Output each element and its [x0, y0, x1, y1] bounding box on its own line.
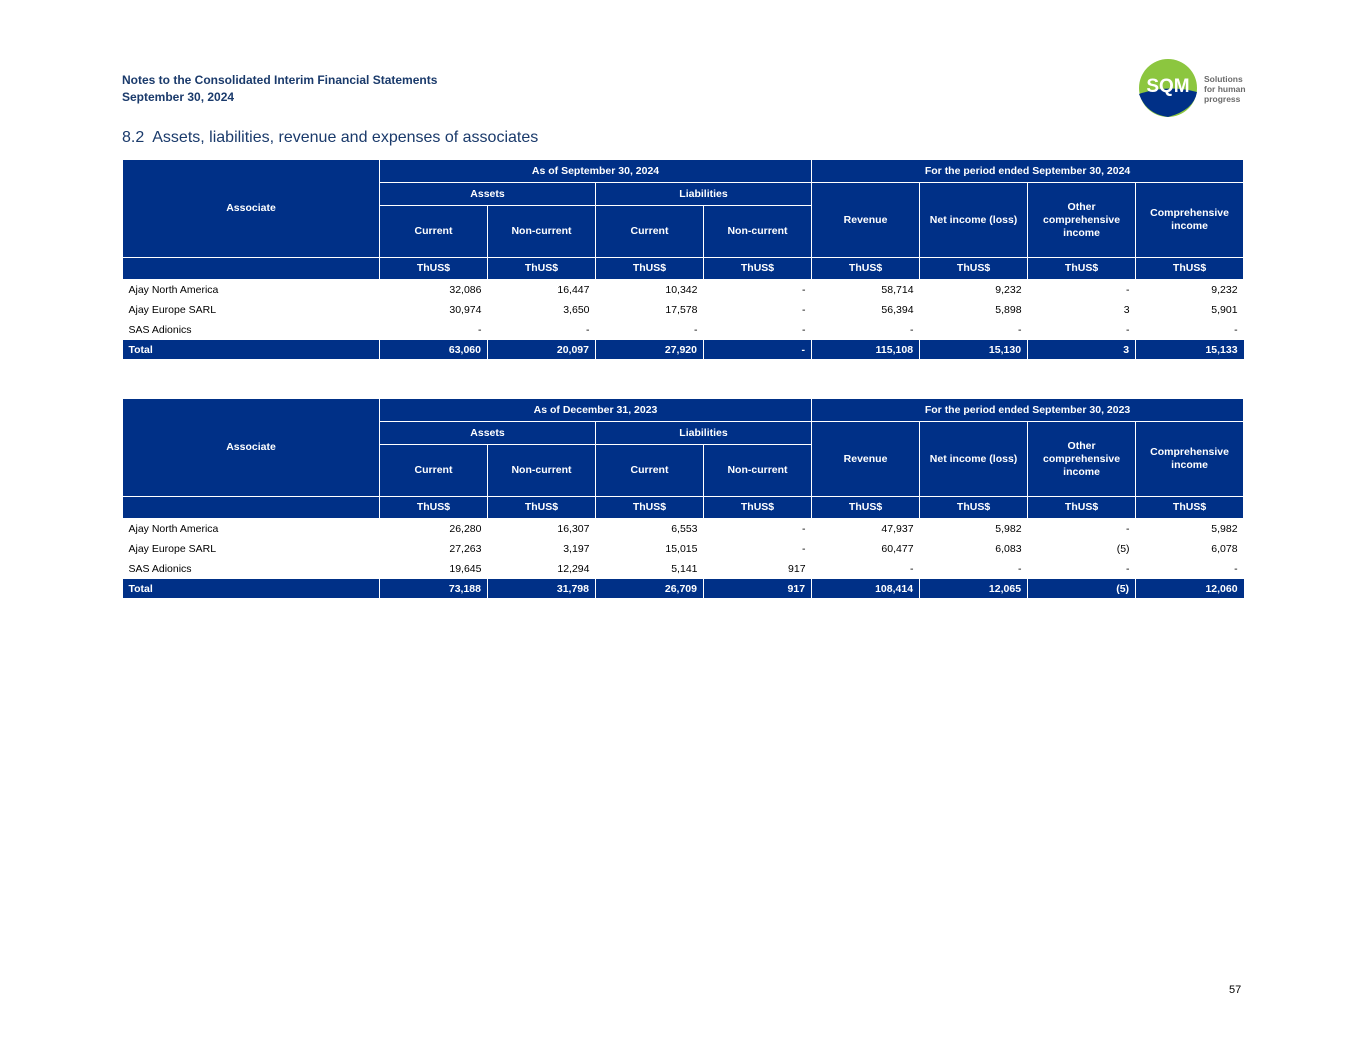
cell-value: 56,394 — [881, 304, 914, 316]
unit-label: ThUS$ — [812, 497, 920, 519]
total-label: Total — [123, 579, 380, 598]
unit-label: ThUS$ — [488, 258, 596, 280]
section-heading — [122, 129, 538, 147]
col-revenue: Revenue — [812, 183, 920, 258]
col-oci: Other comprehensive income — [1028, 422, 1136, 497]
cell-value: (5) — [1116, 543, 1130, 555]
cell-value: 5,982 — [1211, 523, 1238, 535]
col-liabilities-noncurrent: Non-current — [704, 206, 812, 258]
cell-value: 47,937 — [881, 523, 914, 535]
col-liabilities-current: Current — [596, 206, 704, 258]
cell-value: - — [1126, 324, 1130, 336]
col-liabilities-current: Current — [596, 445, 704, 497]
total-value: 15,130 — [920, 340, 1028, 359]
total-value: (5) — [1028, 579, 1136, 598]
sqm-logo — [1138, 58, 1258, 118]
cell-value: - — [586, 324, 590, 336]
total-value: 12,060 — [1136, 579, 1244, 598]
cell-value: 3,197 — [563, 543, 590, 555]
col-comprehensive-income: Comprehensive income — [1136, 183, 1244, 258]
associates-table-2023 — [122, 398, 1244, 598]
cell-value: - — [802, 523, 806, 535]
cell-value: - — [1018, 563, 1022, 575]
total-value: - — [704, 340, 812, 359]
cell-value: - — [1234, 563, 1238, 575]
unit-label: ThUS$ — [380, 258, 488, 280]
unit-label: ThUS$ — [1028, 258, 1136, 280]
cell-value: - — [910, 324, 914, 336]
cell-value: 9,232 — [1211, 284, 1238, 296]
unit-label: ThUS$ — [920, 258, 1028, 280]
cell-value: 5,898 — [995, 304, 1022, 316]
group-period: For the period ended September 30, 2023 — [812, 399, 1244, 422]
total-value: 27,920 — [596, 340, 704, 359]
cell-value: 3 — [1123, 304, 1130, 316]
total-value: 26,709 — [596, 579, 704, 598]
unit-label: ThUS$ — [1028, 497, 1136, 519]
associates-table-2024 — [122, 159, 1244, 359]
unit-label: ThUS$ — [488, 497, 596, 519]
cell-value: - — [1234, 324, 1238, 336]
units-blank — [123, 497, 380, 519]
total-row — [123, 579, 1244, 598]
total-value: 3 — [1028, 340, 1136, 359]
cell-value: 6,078 — [1211, 543, 1238, 555]
col-assets-current: Current — [380, 445, 488, 497]
cell-value: 917 — [788, 563, 806, 575]
cell-value: 17,578 — [665, 304, 698, 316]
table-row — [123, 539, 1244, 559]
cell-value: 9,232 — [995, 284, 1022, 296]
col-net-income: Net income (loss) — [920, 183, 1028, 258]
document-header — [122, 72, 437, 106]
sqm-logo-mark — [1138, 58, 1200, 118]
cell-value: - — [802, 324, 806, 336]
group-assets: Assets — [380, 183, 596, 206]
total-value: 108,414 — [812, 579, 920, 598]
unit-label: ThUS$ — [1136, 497, 1244, 519]
associate-name: SAS Adionics — [128, 563, 192, 575]
total-value: 15,133 — [1136, 340, 1244, 359]
unit-label: ThUS$ — [380, 497, 488, 519]
total-value: 20,097 — [488, 340, 596, 359]
cell-value: 15,015 — [665, 543, 698, 555]
unit-label: ThUS$ — [704, 497, 812, 519]
col-net-income: Net income (loss) — [920, 422, 1028, 497]
cell-value: - — [1018, 324, 1022, 336]
group-period: For the period ended September 30, 2024 — [812, 160, 1244, 183]
table-row — [123, 320, 1244, 340]
col-comprehensive-income: Comprehensive income — [1136, 422, 1244, 497]
total-value: 73,188 — [380, 579, 488, 598]
col-assets-current: Current — [380, 206, 488, 258]
unit-label: ThUS$ — [812, 258, 920, 280]
total-value: 63,060 — [380, 340, 488, 359]
cell-value: 5,982 — [995, 523, 1022, 535]
cell-value: 3,650 — [563, 304, 590, 316]
total-value: 31,798 — [488, 579, 596, 598]
cell-value: - — [910, 563, 914, 575]
table-row — [123, 300, 1244, 320]
cell-value: 6,083 — [995, 543, 1022, 555]
logo-tagline-2: for human — [1204, 84, 1246, 94]
cell-value: 27,263 — [449, 543, 482, 555]
col-oci: Other comprehensive income — [1028, 183, 1136, 258]
col-liabilities-noncurrent: Non-current — [704, 445, 812, 497]
group-as-of: As of September 30, 2024 — [380, 160, 812, 183]
logo-brand-text: SQM — [1146, 76, 1190, 97]
col-revenue: Revenue — [812, 422, 920, 497]
cell-value: 10,342 — [665, 284, 698, 296]
cell-value: 16,447 — [557, 284, 590, 296]
col-assets-noncurrent: Non-current — [488, 445, 596, 497]
cell-value: - — [478, 324, 482, 336]
col-assets-noncurrent: Non-current — [488, 206, 596, 258]
header-date: September 30, 2024 — [122, 90, 235, 104]
total-value: 12,065 — [920, 579, 1028, 598]
total-row — [123, 340, 1244, 359]
table-row — [123, 519, 1244, 540]
total-value: 917 — [704, 579, 812, 598]
group-liabilities: Liabilities — [596, 183, 812, 206]
table-row — [123, 559, 1244, 579]
cell-value: 5,141 — [671, 563, 698, 575]
cell-value: 30,974 — [449, 304, 482, 316]
cell-value: 19,645 — [449, 563, 482, 575]
total-label: Total — [123, 340, 380, 359]
cell-value: - — [802, 304, 806, 316]
cell-value: 26,280 — [449, 523, 482, 535]
unit-label: ThUS$ — [596, 497, 704, 519]
logo-tagline-1: Solutions — [1204, 74, 1243, 84]
cell-value: 12,294 — [557, 563, 590, 575]
cell-value: 6,553 — [671, 523, 698, 535]
section-title: Assets, liabilities, revenue and expenses of associates — [152, 129, 539, 146]
associate-name: SAS Adionics — [128, 324, 192, 336]
unit-label: ThUS$ — [920, 497, 1028, 519]
page-number: 57 — [1229, 984, 1242, 996]
associate-name: Ajay North America — [128, 284, 219, 296]
group-assets: Assets — [380, 422, 596, 445]
units-blank — [123, 258, 380, 280]
associate-name: Ajay North America — [128, 523, 219, 535]
cell-value: - — [1126, 523, 1130, 535]
cell-value: - — [802, 284, 806, 296]
cell-value: - — [694, 324, 698, 336]
logo-tagline — [1204, 74, 1246, 104]
unit-label: ThUS$ — [1136, 258, 1244, 280]
table-row — [123, 280, 1244, 301]
group-as-of: As of December 31, 2023 — [380, 399, 812, 422]
group-liabilities: Liabilities — [596, 422, 812, 445]
cell-value: - — [802, 543, 806, 555]
cell-value: 58,714 — [881, 284, 914, 296]
associate-name: Ajay Europe SARL — [128, 304, 217, 316]
col-associate: Associate — [123, 160, 380, 258]
section-number: 8.2 — [122, 129, 145, 146]
unit-label: ThUS$ — [704, 258, 812, 280]
header-title: Notes to the Consolidated Interim Financial Statements — [122, 73, 438, 87]
cell-value: - — [1126, 284, 1130, 296]
logo-tagline-3: progress — [1204, 94, 1241, 104]
col-associate: Associate — [123, 399, 380, 497]
cell-value: 16,307 — [557, 523, 590, 535]
associate-name: Ajay Europe SARL — [128, 543, 217, 555]
cell-value: 5,901 — [1211, 304, 1238, 316]
total-value: 115,108 — [812, 340, 920, 359]
cell-value: 32,086 — [449, 284, 482, 296]
unit-label: ThUS$ — [596, 258, 704, 280]
cell-value: - — [1126, 563, 1130, 575]
cell-value: 60,477 — [881, 543, 914, 555]
